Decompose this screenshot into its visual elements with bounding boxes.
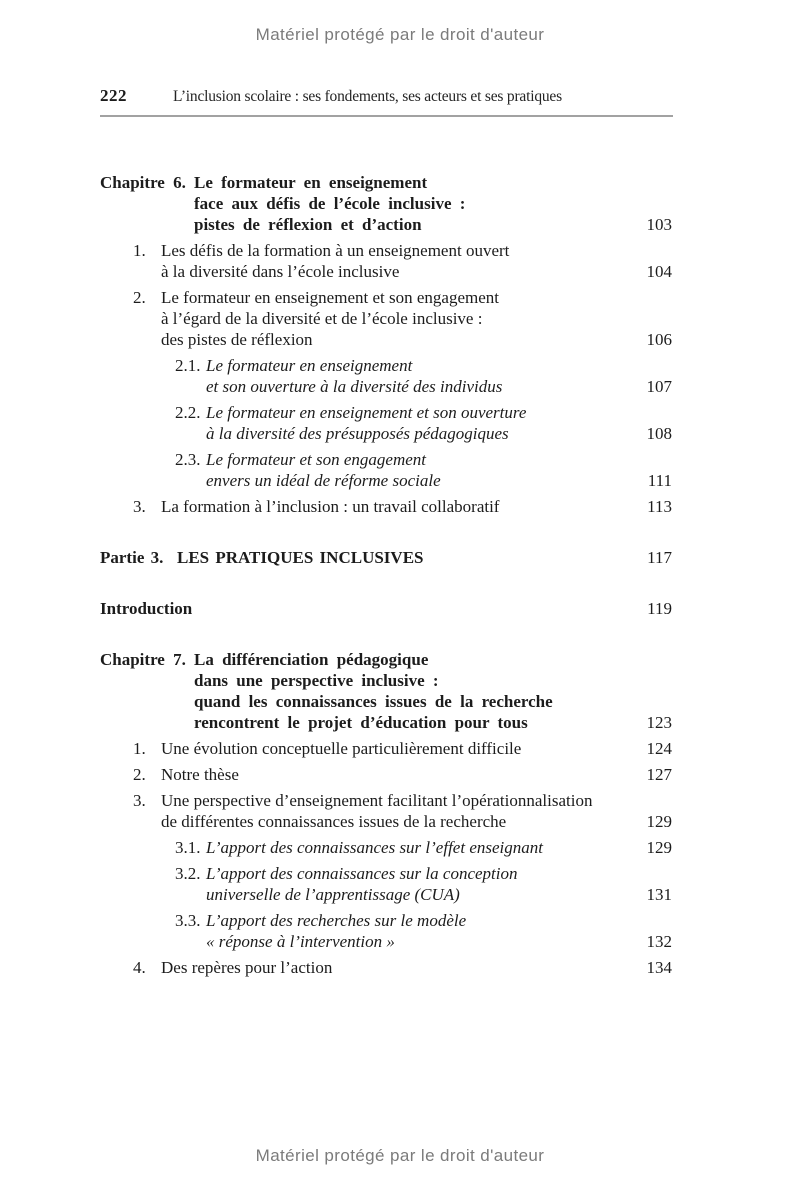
toc-entry-title-line: dans une perspective inclusive : bbox=[194, 671, 439, 690]
toc-entry-label: Partie 3. bbox=[100, 548, 164, 567]
toc-entry-main bbox=[100, 598, 639, 619]
toc-entry bbox=[175, 910, 672, 952]
toc-entry-title bbox=[206, 402, 639, 444]
toc-entry bbox=[100, 547, 672, 568]
toc-entry-title-line: face aux défis de l’école inclusive : bbox=[194, 194, 466, 213]
toc-entry-title bbox=[161, 496, 639, 517]
toc-entry-main bbox=[100, 172, 639, 235]
toc-entry-main bbox=[175, 449, 640, 491]
toc-entry-title bbox=[194, 172, 639, 235]
toc-entry-main bbox=[175, 837, 639, 858]
toc-entry-main bbox=[133, 764, 639, 785]
toc-entry-title-line: Notre thèse bbox=[161, 765, 239, 784]
toc-list bbox=[100, 172, 672, 978]
toc-entry-title bbox=[206, 837, 639, 858]
toc-entry-title-line: LES PRATIQUES INCLUSIVES bbox=[177, 548, 424, 567]
toc-entry-title-line: Le formateur en enseignement et son ouverture bbox=[206, 403, 527, 422]
toc-entry-title-line: des pistes de réflexion bbox=[161, 330, 313, 349]
toc-entry-label: Chapitre 6. bbox=[100, 173, 186, 192]
toc-entry-page-number: 129 bbox=[646, 812, 672, 831]
toc-entry-main bbox=[133, 957, 639, 978]
toc-entry-page-number: 124 bbox=[646, 739, 672, 758]
toc-entry bbox=[175, 863, 672, 905]
toc-entry-page-number: 123 bbox=[646, 713, 672, 732]
toc-entry-page-number: 129 bbox=[646, 838, 672, 857]
toc-entry-title-line: Le formateur et son engagement bbox=[206, 450, 427, 469]
toc-entry-page-number: 111 bbox=[647, 471, 672, 490]
toc-entry-title bbox=[100, 598, 639, 619]
toc-entry-title bbox=[206, 863, 639, 905]
toc-entry-title-line: et son ouverture à la diversité des individus bbox=[206, 377, 503, 396]
toc-entry-title-line: à la diversité des présupposés pédagogiques bbox=[206, 424, 509, 443]
toc-entry bbox=[100, 172, 672, 235]
toc-entry bbox=[100, 598, 672, 619]
toc-entry-page-number: 108 bbox=[646, 424, 672, 443]
toc-entry-title bbox=[161, 738, 639, 759]
toc-entry-title-line: Des repères pour l’action bbox=[161, 958, 333, 977]
toc-entry bbox=[133, 496, 672, 517]
toc-entry-title bbox=[206, 355, 639, 397]
toc-entry-label: 4. bbox=[133, 958, 146, 977]
toc-entry-title bbox=[177, 547, 639, 568]
toc-entry-title-line: L’apport des recherches sur le modèle bbox=[206, 911, 467, 930]
toc-entry-main bbox=[133, 240, 639, 282]
toc-entry-title-line: Introduction bbox=[100, 599, 193, 618]
toc-entry-title-line: La formation à l’inclusion : un travail collaboratif bbox=[161, 497, 500, 516]
toc-entry-title-line: Une perspective d’enseignement facilitant l’opérationnalisation bbox=[161, 791, 593, 810]
toc-entry-page-number: 132 bbox=[646, 932, 672, 951]
toc-entry bbox=[133, 790, 672, 832]
toc-entry-title-line: L’apport des connaissances sur la conception bbox=[206, 864, 518, 883]
toc-entry-page-number: 119 bbox=[647, 599, 672, 618]
toc-entry bbox=[175, 449, 672, 491]
toc-entry-page-number: 127 bbox=[646, 765, 672, 784]
toc-entry-main bbox=[175, 910, 639, 952]
toc-entry-title-line: La différenciation pédagogique bbox=[194, 650, 429, 669]
toc-entry-title bbox=[206, 449, 640, 491]
toc-entry-title-line: universelle de l’apprentissage (CUA) bbox=[206, 885, 460, 904]
header-rule bbox=[100, 115, 673, 117]
toc-entry-title bbox=[161, 764, 639, 785]
toc-entry-title bbox=[161, 790, 639, 832]
toc-entry-title-line: quand les connaissances issues de la recherche bbox=[194, 692, 553, 711]
toc-entry-label: 3. bbox=[133, 497, 146, 516]
toc-entry-label: 2.1. bbox=[175, 356, 201, 375]
toc-entry-title bbox=[194, 649, 639, 733]
toc-entry-main bbox=[133, 496, 639, 517]
toc-entry-title-line: Les défis de la formation à un enseignement ouvert bbox=[161, 241, 510, 260]
toc-entry-page-number: 131 bbox=[646, 885, 672, 904]
toc-entry-title-line: pistes de réflexion et d’action bbox=[194, 215, 422, 234]
toc-entry-title-line: Le formateur en enseignement bbox=[194, 173, 428, 192]
toc-entry-page-number: 117 bbox=[647, 548, 672, 567]
toc-entry bbox=[133, 287, 672, 350]
toc-entry-label: 3. bbox=[133, 791, 146, 810]
toc-entry-page-number: 103 bbox=[646, 215, 672, 234]
toc-entry-label: 1. bbox=[133, 241, 146, 260]
toc-entry-main bbox=[175, 355, 639, 397]
toc-entry-label: Chapitre 7. bbox=[100, 650, 186, 669]
toc-entry-main bbox=[175, 402, 639, 444]
copyright-watermark-bottom: Matériel protégé par le droit d'auteur bbox=[255, 1146, 545, 1165]
toc-entry-main bbox=[100, 649, 639, 733]
toc-entry-title-line: envers un idéal de réforme sociale bbox=[206, 471, 441, 490]
toc-entry bbox=[100, 649, 672, 733]
toc-entry-title bbox=[161, 957, 639, 978]
toc-entry-title-line: Une évolution conceptuelle particulièrement difficile bbox=[161, 739, 522, 758]
toc-entry-main bbox=[133, 738, 639, 759]
toc-entry-main bbox=[100, 547, 639, 568]
running-title: L’inclusion scolaire : ses fondements, ses acteurs et ses pratiques bbox=[173, 88, 562, 105]
toc-entry-main bbox=[175, 863, 639, 905]
toc-entry-main bbox=[133, 287, 639, 350]
toc-entry bbox=[133, 738, 672, 759]
toc-entry-label: 2.3. bbox=[175, 450, 201, 469]
toc-entry bbox=[133, 764, 672, 785]
toc-entry-label: 3.2. bbox=[175, 864, 201, 883]
toc-entry-page-number: 113 bbox=[647, 497, 672, 516]
toc-entry-page-number: 104 bbox=[646, 262, 672, 281]
toc-entry-label: 3.3. bbox=[175, 911, 201, 930]
toc-entry-label: 2. bbox=[133, 765, 146, 784]
toc-entry-page-number: 107 bbox=[646, 377, 672, 396]
toc-entry-page-number: 106 bbox=[646, 330, 672, 349]
toc-entry-title-line: rencontrent le projet d’éducation pour tous bbox=[194, 713, 528, 732]
toc-entry bbox=[133, 957, 672, 978]
toc-entry-title-line: à l’égard de la diversité et de l’école inclusive : bbox=[161, 309, 483, 328]
toc-entry-page-number: 134 bbox=[646, 958, 672, 977]
copyright-watermark-top: Matériel protégé par le droit d'auteur bbox=[255, 25, 545, 44]
toc-entry-title-line: L’apport des connaissances sur l’effet enseignant bbox=[206, 838, 543, 857]
toc-entry-label: 3.1. bbox=[175, 838, 201, 857]
toc-entry bbox=[175, 837, 672, 858]
folio-page-number: 222 bbox=[100, 86, 127, 105]
toc-entry-title-line: Le formateur en enseignement et son engagement bbox=[161, 288, 499, 307]
toc-entry-title bbox=[206, 910, 639, 952]
toc-entry-title-line: à la diversité dans l’école inclusive bbox=[161, 262, 400, 281]
toc-entry-main bbox=[133, 790, 639, 832]
toc-entry bbox=[175, 355, 672, 397]
page-header bbox=[100, 86, 673, 106]
toc-entry-title bbox=[161, 287, 639, 350]
toc-entry-label: 2.2. bbox=[175, 403, 201, 422]
toc-entry-title-line: « réponse à l’intervention » bbox=[206, 932, 395, 951]
toc-entry-label: 2. bbox=[133, 288, 146, 307]
toc-entry bbox=[175, 402, 672, 444]
toc-entry bbox=[133, 240, 672, 282]
toc-entry-title bbox=[161, 240, 639, 282]
toc-entry-label: 1. bbox=[133, 739, 146, 758]
toc-entry-title-line: de différentes connaissances issues de la recherche bbox=[161, 812, 507, 831]
toc-entry-title-line: Le formateur en enseignement bbox=[206, 356, 413, 375]
